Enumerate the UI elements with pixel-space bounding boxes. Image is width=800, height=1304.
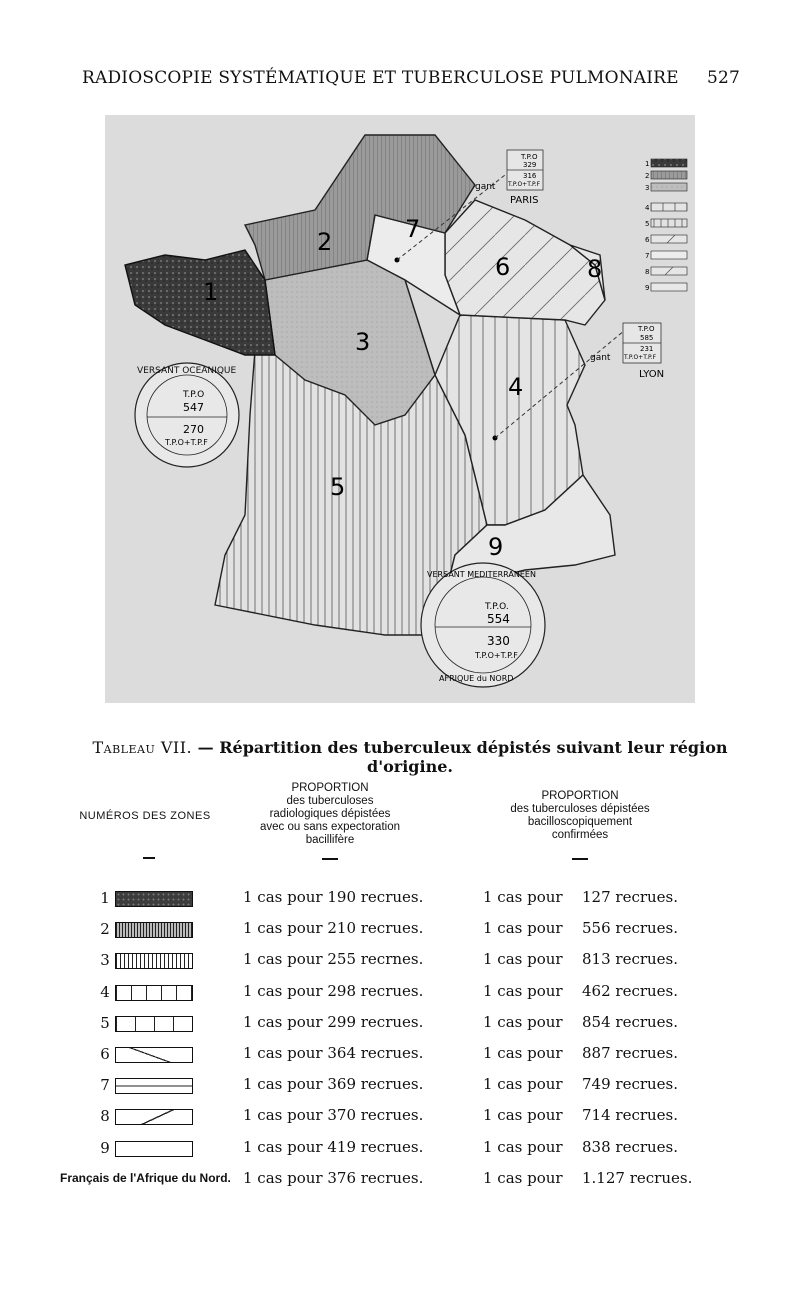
table-caption [60, 738, 760, 776]
table-row [0, 1071, 800, 1101]
header-col2 [225, 782, 435, 847]
map-legend-num-6: 6 [645, 236, 650, 244]
zone-number: 7 [100, 1076, 110, 1095]
zone-number: 9 [100, 1138, 110, 1157]
oceanique-seal [135, 363, 239, 467]
footer-label: Français de l'Afrique du Nord. [60, 1170, 231, 1185]
lyon-label: LYON [639, 369, 665, 380]
header-col2-line: bacillifère [305, 834, 355, 846]
table-row [0, 1134, 800, 1164]
oceanique-tpo-value: 547 [183, 401, 204, 414]
map-legend-num-2: 2 [645, 172, 650, 180]
zone-number: 1 [100, 889, 110, 907]
proportion-bacillo-prefix: 1 cas pour [483, 1044, 563, 1062]
proportion-radiological: 1 cas pour 369 recrues. [243, 1075, 424, 1094]
zone-label-4: 4 [508, 373, 524, 401]
proportion-bacillo-prefix: 1 cas pour [483, 950, 563, 969]
proportion-bacillo-value: 813 recrues. [582, 950, 679, 969]
lyon-tpf-label: T.P.O+T.P.F [624, 354, 657, 361]
header-col3-line: des tuberculoses dépistées [510, 803, 650, 815]
header-col3-line: confirmées [551, 829, 609, 841]
proportion-radiological: 1 cas pour 376 recrues. [243, 1168, 424, 1187]
header-col3 [470, 790, 690, 842]
zone-number: 4 [100, 982, 110, 1001]
zone-label-8: 8 [587, 255, 603, 283]
table-row [0, 915, 800, 945]
map-legend-num-8: 8 [645, 268, 650, 276]
zone-swatch [115, 1016, 193, 1032]
proportion-radiological: 1 cas pour 298 recrues. [243, 981, 424, 1000]
lyon-arrow-label: gant [590, 353, 611, 363]
oceanique-ring-text: VERSANT OCEANIQUE [137, 366, 237, 376]
proportion-bacillo-prefix: 1 cas pour [483, 1106, 563, 1125]
header-dash [143, 857, 155, 859]
proportion-bacillo-value: 887 recrues. [582, 1044, 679, 1062]
zone-number: 8 [100, 1107, 110, 1126]
zone-label-5: 5 [330, 473, 346, 501]
table-row [0, 1009, 800, 1039]
proportion-bacillo-value: 749 recrues. [582, 1075, 679, 1094]
france-zones-map [105, 115, 695, 703]
paris-tpf-value: 316 [523, 172, 537, 180]
zone-number: 6 [100, 1045, 110, 1063]
zone-number: 5 [100, 1013, 110, 1032]
proportion-radiological: 1 cas pour 370 recrues. [243, 1106, 424, 1125]
mediterranee-tpo-value: 554 [487, 612, 510, 626]
header-dash [572, 858, 588, 860]
zone-swatch [115, 1141, 193, 1157]
map-legend-num-4: 4 [645, 204, 650, 212]
map-legend-num-3: 3 [645, 184, 650, 192]
zone-label-1: 1 [203, 278, 219, 306]
paris-tpo-value: 329 [523, 161, 537, 169]
lyon-tpf-value: 231 [640, 345, 654, 353]
table-row [0, 884, 800, 914]
proportion-bacillo-value: 714 recrues. [582, 1106, 679, 1125]
proportion-radiological: 1 cas pour 364 recrues. [243, 1044, 424, 1062]
proportion-bacillo-value: 462 recrues. [582, 981, 679, 1000]
proportion-radiological: 1 cas pour 210 recrues. [243, 919, 424, 938]
proportion-bacillo-prefix: 1 cas pour [483, 1137, 563, 1156]
table-row [0, 1040, 800, 1070]
oceanique-tpf-value: 270 [183, 423, 204, 436]
header-dash [322, 858, 338, 860]
zone-number: 3 [100, 951, 110, 970]
header-col2-line: avec ou sans expectoration [259, 821, 400, 833]
zone-swatch [115, 1078, 193, 1094]
proportion-bacillo-prefix: 1 cas pour [483, 888, 563, 906]
header-zones: NUMÉROS DES ZONES [79, 810, 211, 822]
paris-tpo-label: T.P.O [521, 153, 538, 161]
mediterranee-tpo-label: T.P.O. [485, 602, 509, 612]
table-row [0, 978, 800, 1008]
zone-label-6: 6 [495, 253, 511, 281]
proportion-bacillo-value: 838 recrues. [582, 1137, 679, 1156]
proportion-bacillo-value: 556 recrues. [582, 919, 679, 938]
mediterranee-tpf-value: 330 [487, 634, 510, 648]
paris-tpf-label: T.P.O+T.P.F [508, 181, 541, 188]
caption-text: — Répartition des tuberculeux dépistés suivant leur région d'origine. [192, 738, 728, 776]
proportion-bacillo-prefix: 1 cas pour [483, 981, 563, 1000]
proportion-bacillo-prefix: 1 cas pour [483, 1075, 563, 1094]
zone-label-7: 7 [405, 215, 421, 243]
zone-swatch [115, 1109, 193, 1125]
zone-label-3: 3 [355, 328, 371, 356]
mediterranee-ring-bottom: AFRIQUE du NORD [439, 674, 514, 683]
zone-label-2: 2 [317, 228, 333, 256]
map-legend-num-1: 1 [645, 160, 650, 168]
zone-swatch [115, 922, 193, 938]
zone-label-9: 9 [488, 533, 504, 561]
paris-arrow-label: gant [475, 182, 496, 192]
caption-lead: Tableau VII. [92, 738, 193, 757]
zone-number: 2 [100, 920, 110, 939]
page-number: 527 [706, 68, 740, 88]
table-row [0, 1102, 800, 1132]
lyon-tpo-label: T.P.O [638, 325, 655, 333]
header-col2-line: des tuberculoses [286, 795, 374, 807]
header-col2-line: radiologiques dépistées [269, 808, 391, 820]
mediterranee-tpf-label: T.P.O+T.P.F [475, 651, 518, 660]
oceanique-tpf-label: T.P.O+T.P.F [165, 438, 208, 447]
proportion-radiological: 1 cas pour 190 recrues. [243, 888, 424, 906]
paris-label: PARIS [510, 195, 539, 206]
proportion-bacillo-value: 1.127 recrues. [582, 1168, 693, 1187]
running-head-title: RADIOSCOPIE SYSTÉMATIQUE ET TUBERCULOSE PULMONAIRE [82, 68, 679, 88]
zone-swatch [115, 1047, 193, 1063]
proportion-radiological: 1 cas pour 299 recrues. [243, 1012, 424, 1031]
proportion-radiological: 1 cas pour 419 recrues. [243, 1137, 424, 1156]
proportion-bacillo-prefix: 1 cas pour [483, 1168, 563, 1187]
mediterranee-ring-top: VERSANT MEDITERRANEEN [427, 570, 536, 579]
proportion-bacillo-prefix: 1 cas pour [483, 919, 563, 938]
zone-swatch [115, 985, 193, 1001]
mediterranee-seal [421, 563, 545, 687]
proportion-bacillo-value: 854 recrues. [582, 1012, 679, 1031]
table-footer-row [0, 1165, 800, 1195]
proportion-radiological: 1 cas pour 255 recrnes. [243, 950, 424, 969]
paris-ratio-box [507, 150, 543, 206]
map-legend-num-7: 7 [645, 252, 650, 260]
map-legend [645, 159, 687, 292]
table-row [0, 946, 800, 976]
oceanique-tpo-label: T.P.O [183, 390, 205, 400]
zone-swatch [115, 953, 193, 969]
header-col2-line: PROPORTION [291, 782, 369, 794]
zone-swatch [115, 891, 193, 907]
header-col3-line: PROPORTION [541, 790, 619, 802]
proportion-bacillo-prefix: 1 cas pour [483, 1012, 563, 1031]
lyon-tpo-value: 585 [640, 334, 654, 342]
header-col3-line: bacilloscopiquement [527, 816, 633, 828]
map-legend-num-5: 5 [645, 220, 650, 228]
proportion-bacillo-value: 127 recrues. [582, 888, 679, 906]
map-legend-num-9: 9 [645, 284, 650, 292]
